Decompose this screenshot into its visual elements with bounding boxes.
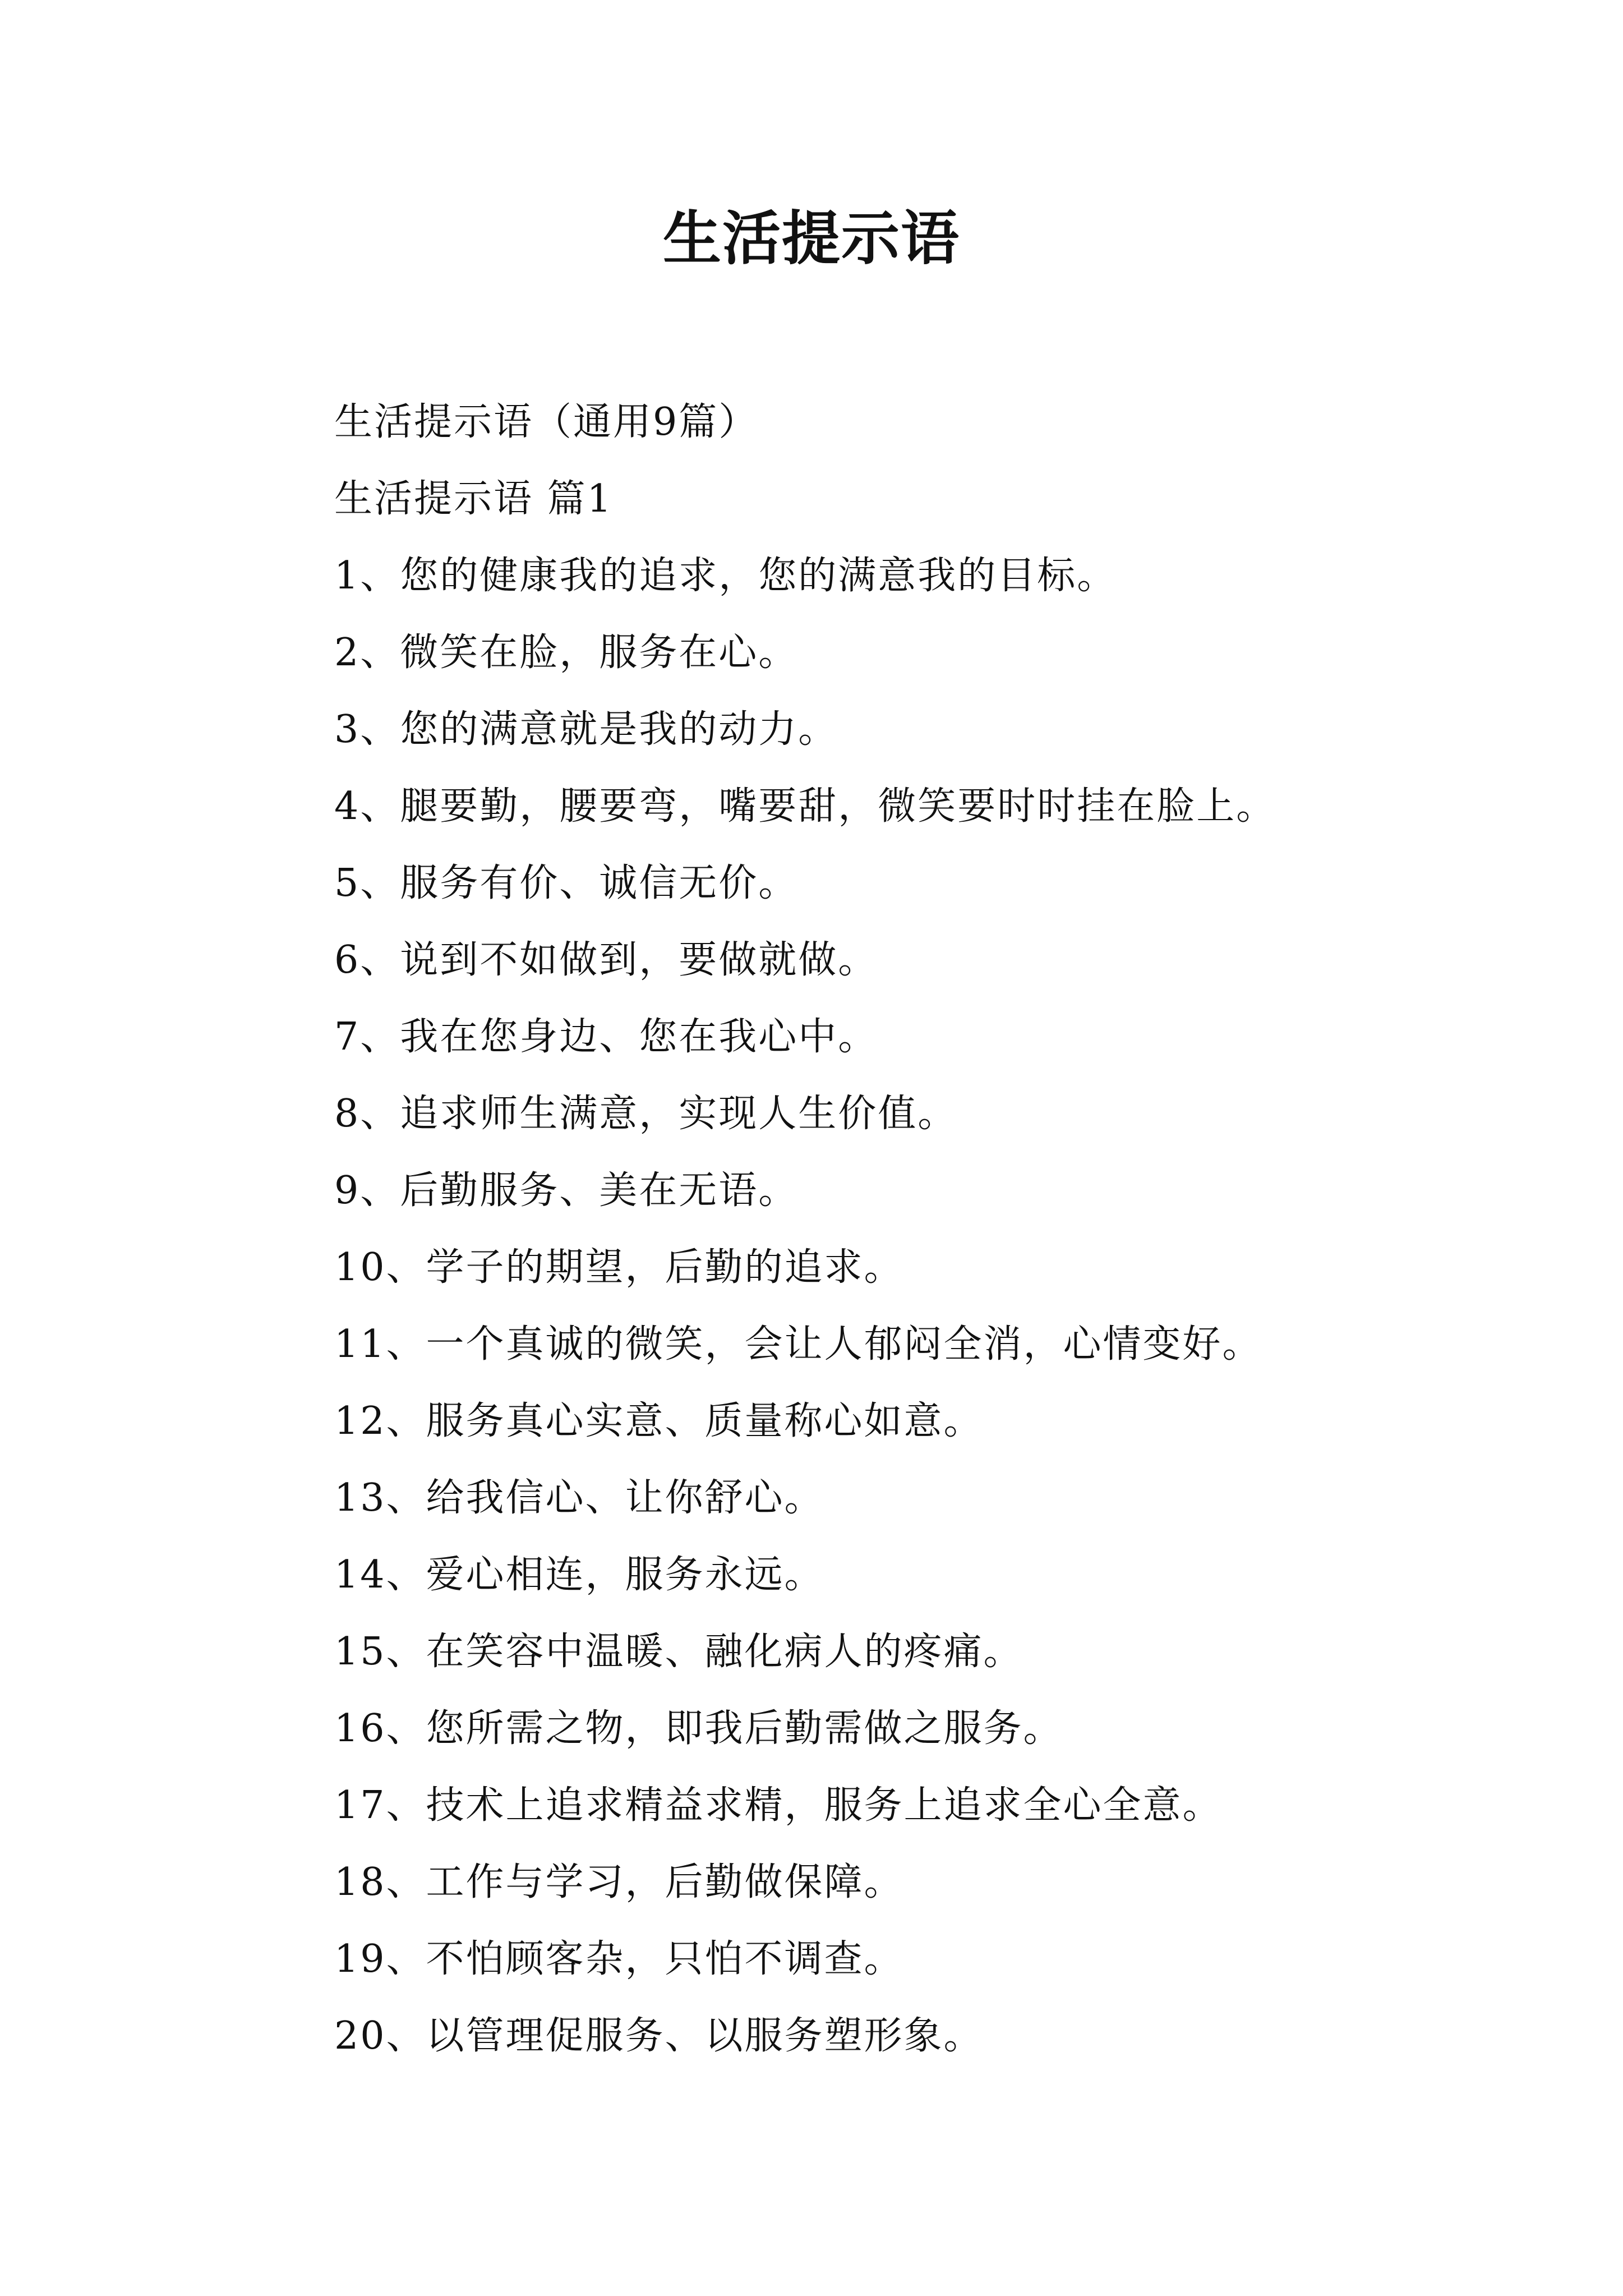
section-heading: 生活提示语 篇1 xyxy=(334,477,613,521)
list-item: 17、技术上追求精益求精，服务上追求全心全意。 xyxy=(334,1783,1223,1828)
list-item: 15、在笑容中温暖、融化病人的疼痛。 xyxy=(334,1630,1023,1674)
list-item: 5、服务有价、诚信无价。 xyxy=(334,861,799,905)
list-item: 6、说到不如做到，要做就做。 xyxy=(334,938,878,982)
list-item: 10、学子的期望，后勤的追求。 xyxy=(334,1245,904,1290)
list-item: 9、后勤服务、美在无语。 xyxy=(334,1168,799,1213)
list-item: 7、我在您身边、您在我心中。 xyxy=(334,1015,878,1059)
list-item: 8、追求师生满意，实现人生价值。 xyxy=(334,1092,958,1136)
list-item: 13、给我信心、让你舒心。 xyxy=(334,1476,824,1520)
list-item: 11、一个真诚的微笑，会让人郁闷全消，心情变好。 xyxy=(334,1322,1262,1366)
list-item: 14、爱心相连，服务永远。 xyxy=(334,1553,824,1597)
list-item: 2、微笑在脸，服务在心。 xyxy=(334,631,799,675)
list-item: 12、服务真心实意、质量称心如意。 xyxy=(334,1399,984,1443)
list-item: 4、腿要勤，腰要弯，嘴要甜，微笑要时时挂在脸上。 xyxy=(334,784,1276,829)
list-item: 18、工作与学习，后勤做保障。 xyxy=(334,1860,904,1904)
list-item: 16、您所需之物，即我后勤需做之服务。 xyxy=(334,1706,1063,1751)
list-item: 19、不怕顾客杂，只怕不调查。 xyxy=(334,1937,904,1981)
list-item: 20、以管理促服务、以服务塑形象。 xyxy=(334,2014,984,2058)
list-item: 1、您的健康我的追求，您的满意我的目标。 xyxy=(334,554,1117,598)
document-subtitle: 生活提示语（通用9篇） xyxy=(334,400,759,444)
list-item: 3、您的满意就是我的动力。 xyxy=(334,707,838,752)
document-body xyxy=(334,384,1540,2074)
document-title: 生活提示语 xyxy=(662,204,960,273)
